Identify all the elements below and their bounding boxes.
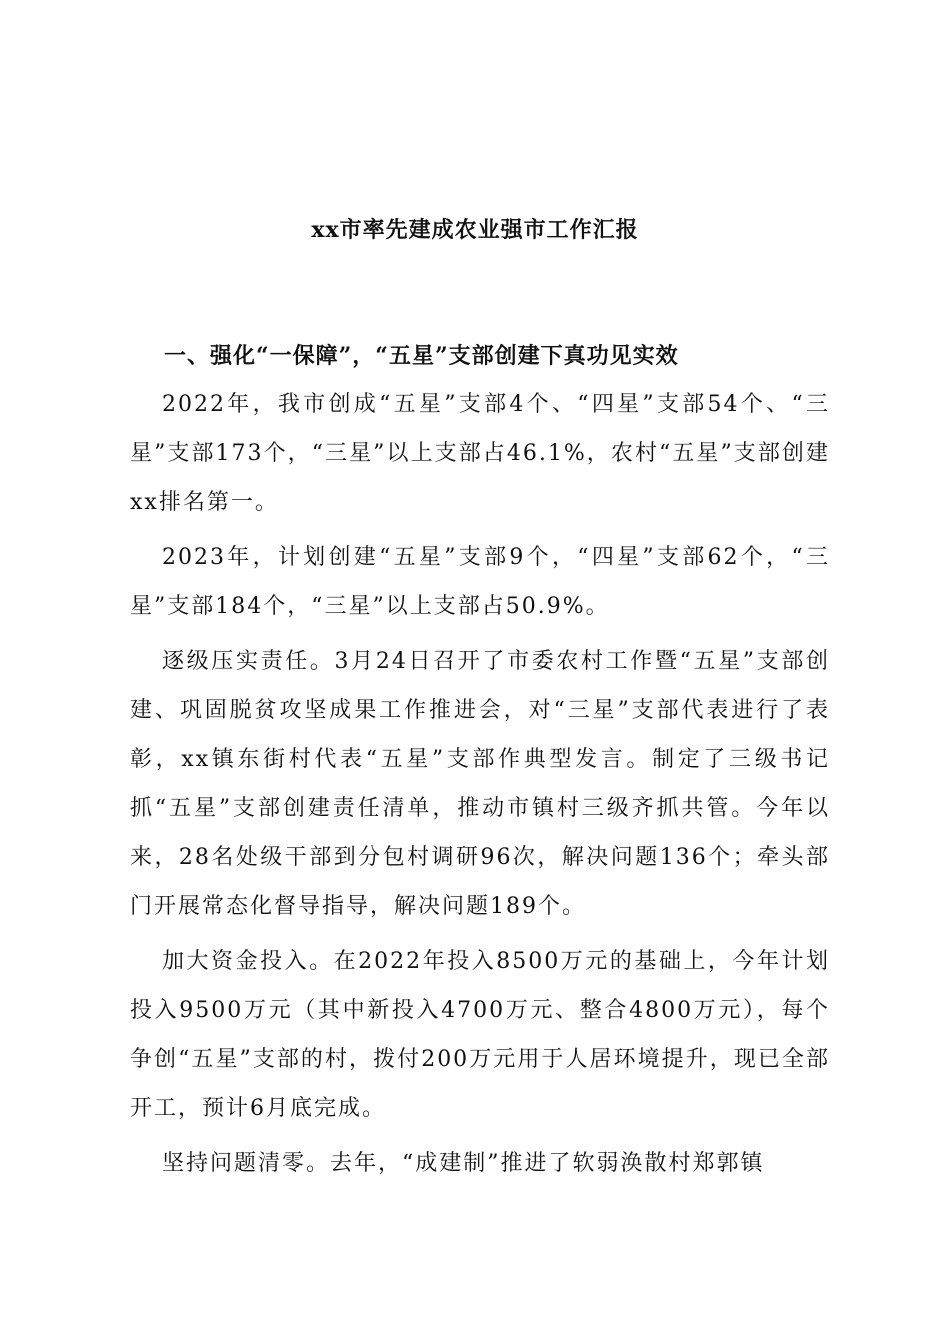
section-heading: 一、强化“一保障”，“五星”支部创建下真功见实效 <box>164 343 679 369</box>
paragraph-problem-clearing: 坚持问题清零。去年，“成建制”推进了软弱涣散村郑郭镇 <box>162 1151 765 1176</box>
document-body <box>130 332 830 1188</box>
paragraph-funding: 加大资金投入。在2022年投入8500万元的基础上，今年计划投入9500万元（其中新投入4700万元、整合4800万元），每个争创“五星”支部的村，拨付200万元用于人居环境提升，现已全部开工，预计6月底完成。 <box>130 949 830 1121</box>
paragraph-2022-results: 2022年，我市创成“五星”支部4个、“四星”支部54个、“三星”支部173个，“三星”以上支部占46.1%，农村“五星”支部创建xx排名第一。 <box>130 392 830 515</box>
document-title: xx市率先建成农业强市工作汇报 <box>311 217 639 243</box>
paragraph-2023-plan: 2023年，计划创建“五星”支部9个，“四星”支部62个，“三星”支部184个，“三星”以上支部占50.9%。 <box>130 545 830 619</box>
paragraph-responsibility: 逐级压实责任。3月24日召开了市委农村工作暨“五星”支部创建、巩固脱贫攻坚成果工作推进会，对“三星”支部代表进行了表彰，xx镇东街村代表“五星”支部作典型发言。制定了三级书记抓“五星”支部创建责任清单，推动市镇村三级齐抓共管。今年以来，28名处级干部到分包村调研96次，解决问题136个；牵头部门开展常态化督导指导，解决问题189个。 <box>130 649 830 919</box>
